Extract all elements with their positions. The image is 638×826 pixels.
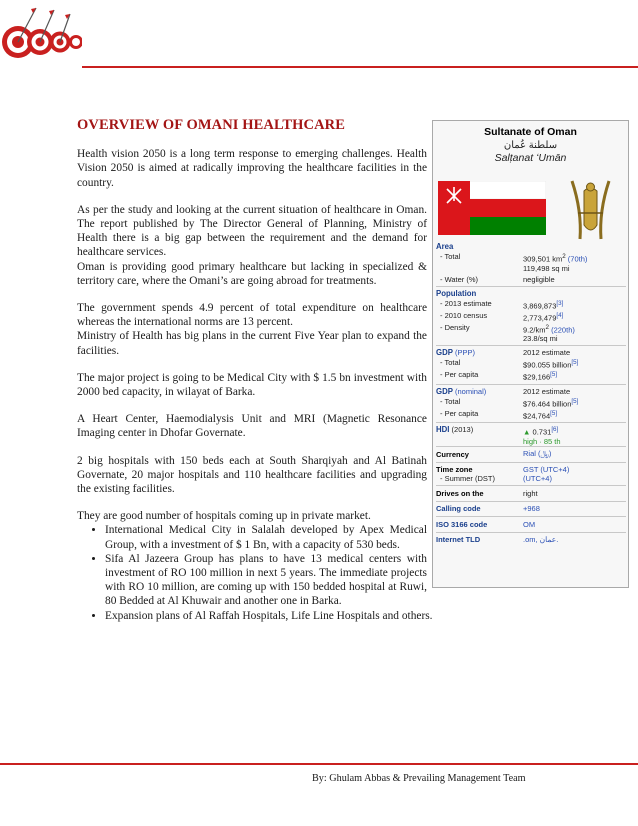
row-qualifier[interactable]: (PPP): [455, 348, 476, 358]
header-rule: [82, 66, 638, 68]
section-area: Area: [436, 242, 454, 251]
row-calling-code: [436, 501, 626, 517]
row-hdi: [436, 425, 626, 446]
footer-rule: [0, 763, 638, 765]
paragraph-text: 2 big hospitals with 150 beds each at South Sharqiyah and Al Batinah Governate, 20 major hospitals and 110 healthcare facilities and upgrading the existing facilities.: [77, 454, 427, 496]
row-label: - Per capita: [440, 408, 479, 418]
row-pop-census: [436, 311, 626, 323]
row-label[interactable]: Internet TLD: [436, 535, 481, 545]
ref-link[interactable]: [4]: [556, 311, 564, 319]
list-item: • Expansion plans of Al Raffah Hospitals, Life Line Hospitals and others.: [105, 609, 457, 623]
row-value: 9.2/km: [523, 325, 546, 335]
row-value: $24,764: [523, 411, 551, 421]
infobox-rows: [436, 242, 626, 547]
company-logo: [0, 2, 82, 70]
paragraph: [77, 301, 427, 358]
main-content: [77, 117, 433, 623]
row-value: $76.464 billion: [523, 399, 572, 409]
row-currency: [436, 446, 626, 462]
paragraph-text: The major project is going to be Medical City with $ 1.5 bn investment with 2000 bed capacity, in wilayat of Barka.: [77, 371, 427, 399]
paragraph: [77, 371, 427, 399]
row-value[interactable]: GST (UTC+4): [523, 464, 570, 474]
row-area-total: - Total 309,501 $km^2$ (70th) 119,498 sq mi: [436, 252, 626, 273]
bullet-list: [77, 523, 433, 622]
divider: [436, 422, 626, 423]
row-pop-estimate: [436, 299, 626, 311]
infobox-transliteration: Salṭanat ʻUmān: [494, 152, 567, 164]
infobox-title: Sultanate of Oman: [484, 126, 577, 138]
row-drives: [436, 485, 626, 501]
row-label: - 2013 estimate: [440, 299, 492, 309]
row-value: 2012 estimate: [523, 348, 571, 358]
row-gdp-ppp-total: [436, 358, 626, 370]
row-gdp-nominal-total: [436, 397, 626, 409]
section-gdp: GDP: [436, 386, 453, 396]
ref-link[interactable]: [6]: [551, 426, 559, 434]
row-label: Drives on the: [436, 488, 484, 498]
paragraph-text: A Heart Center, Haemodialysis Unit and MRI (Magnetic Resonance Imaging center in Dhofar Governate.: [77, 413, 427, 440]
row-value: $29,166: [523, 372, 551, 382]
divider: [436, 345, 626, 346]
row-gdp-nominal-pc: [436, 409, 626, 421]
row-internet-tld: [436, 532, 626, 548]
row-value[interactable]: .om, عمان.: [523, 535, 559, 545]
rank-link[interactable]: (70th): [567, 254, 588, 264]
row-value: 0.731: [532, 427, 552, 437]
list-item: • Sifa Al Jazeera Group has plans to have 13 medical centers with investment of RO 100 million in next 5 years. The immediate projects with RO 10 million, are coming up with 150 bedded hospital at Ruwi, 80 Bedded at Al Khuwair and another one in Barka.: [105, 552, 427, 609]
row-label: - Total: [440, 252, 461, 261]
paragraph: [77, 412, 427, 440]
row-value: 3,869,873: [523, 301, 557, 311]
row-value[interactable]: (UTC+4): [523, 473, 552, 483]
section-population: Population: [436, 289, 477, 299]
row-gdp-nominal: [436, 387, 626, 397]
row-value: 2,773,479: [523, 313, 557, 323]
row-value: 23.8/sq mi: [523, 334, 558, 344]
row-value: 309,501 km: [523, 254, 563, 264]
row-area-water: [436, 275, 626, 284]
row-label: - Total: [440, 358, 461, 368]
ref-link[interactable]: [5]: [571, 397, 579, 405]
paragraph-text: As per the study and looking at the current situation of healthcare in Oman. The report published by The Director General of Planning, Ministry of Health there is a big gap between the requirement and the demand for healthcare services.: [77, 203, 427, 259]
paragraph-text: Oman is providing good primary healthcare but lacking in specialized & territory care, where the Omani’s are going abroad for treatments.: [77, 260, 427, 287]
paragraph-text: Health vision 2050 is a long term response to emerging challenges. Health Vision 2050 is aimed at radically improving the healthcare facilities in the country.: [77, 148, 427, 189]
paragraph: [77, 454, 427, 497]
row-label: - 2010 census: [440, 310, 488, 320]
paragraph-text: They are good number of hospitals coming up in private market.: [77, 510, 371, 523]
row-value[interactable]: Rial (﷼): [523, 449, 552, 459]
row-label: - Total: [440, 396, 461, 406]
row-label: Currency: [436, 449, 469, 459]
divider: [436, 384, 626, 385]
ref-link[interactable]: [3]: [556, 300, 564, 308]
paragraph: [77, 147, 427, 190]
row-gdp-ppp-pc: [436, 370, 626, 382]
paragraph-text: Ministry of Health has big plans in the current Five Year plan to expand the facilities.: [77, 330, 427, 357]
paragraph: [77, 203, 427, 288]
row-label[interactable]: ISO 3166 code: [436, 519, 488, 529]
oman-flag: [438, 181, 546, 235]
paragraph: [77, 509, 427, 523]
row-label[interactable]: Calling code: [436, 504, 481, 514]
country-infobox: [432, 120, 629, 588]
national-emblem: [558, 173, 623, 243]
row-label: - Per capita: [440, 370, 479, 380]
row-qualifier: (2013): [451, 425, 474, 435]
row-qualifier[interactable]: (nominal): [455, 386, 487, 396]
paragraph-text: The government spends 4.9 percent of total expenditure on healthcare whereas the international norms are 13 percent.: [77, 302, 427, 329]
divider: [436, 286, 626, 287]
page-title: OVERVIEW OF OMANI HEALTHCARE: [77, 117, 346, 133]
row-value: right: [523, 488, 538, 498]
row-label: Time zone: [436, 464, 473, 474]
row-value[interactable]: +968: [523, 504, 540, 514]
row-timezone-summer: [436, 474, 626, 485]
row-iso-code: [436, 516, 626, 532]
row-gdp-ppp: [436, 348, 626, 358]
row-timezone: [436, 462, 626, 474]
row-value: $90.055 billion: [523, 360, 572, 370]
row-value: negligible: [523, 274, 555, 284]
increase-arrow-icon: ▲: [523, 427, 531, 437]
row-label: - Water (%): [440, 274, 479, 284]
row-value[interactable]: OM: [523, 519, 536, 529]
row-label: - Summer (DST): [440, 473, 495, 483]
ref-link[interactable]: [5]: [550, 371, 558, 379]
ref-link[interactable]: [5]: [571, 359, 579, 367]
row-value: 119,498 sq mi: [523, 263, 570, 273]
row-value: 2012 estimate: [523, 386, 571, 396]
row-value: high · 85 th: [523, 436, 561, 446]
infobox-arabic-name: سلطنة عُمان: [503, 140, 558, 151]
row-label: - Density: [440, 322, 470, 332]
row-pop-density: - Density $9.2/km^2$ (220th) 23.8/sq mi: [436, 323, 626, 344]
rank-link[interactable]: (220th): [551, 325, 575, 335]
section-gdp: GDP: [436, 348, 453, 358]
ref-link[interactable]: [5]: [550, 409, 558, 417]
list-item: • International Medical City in Salalah developed by Apex Medical Group, with a investment of $ 1 Bn, with a capacity of 530 beds.: [105, 523, 427, 551]
section-hdi: HDI: [436, 425, 450, 435]
page-footer: By: Ghulam Abbas & Prevailing Management Team: [312, 773, 526, 784]
